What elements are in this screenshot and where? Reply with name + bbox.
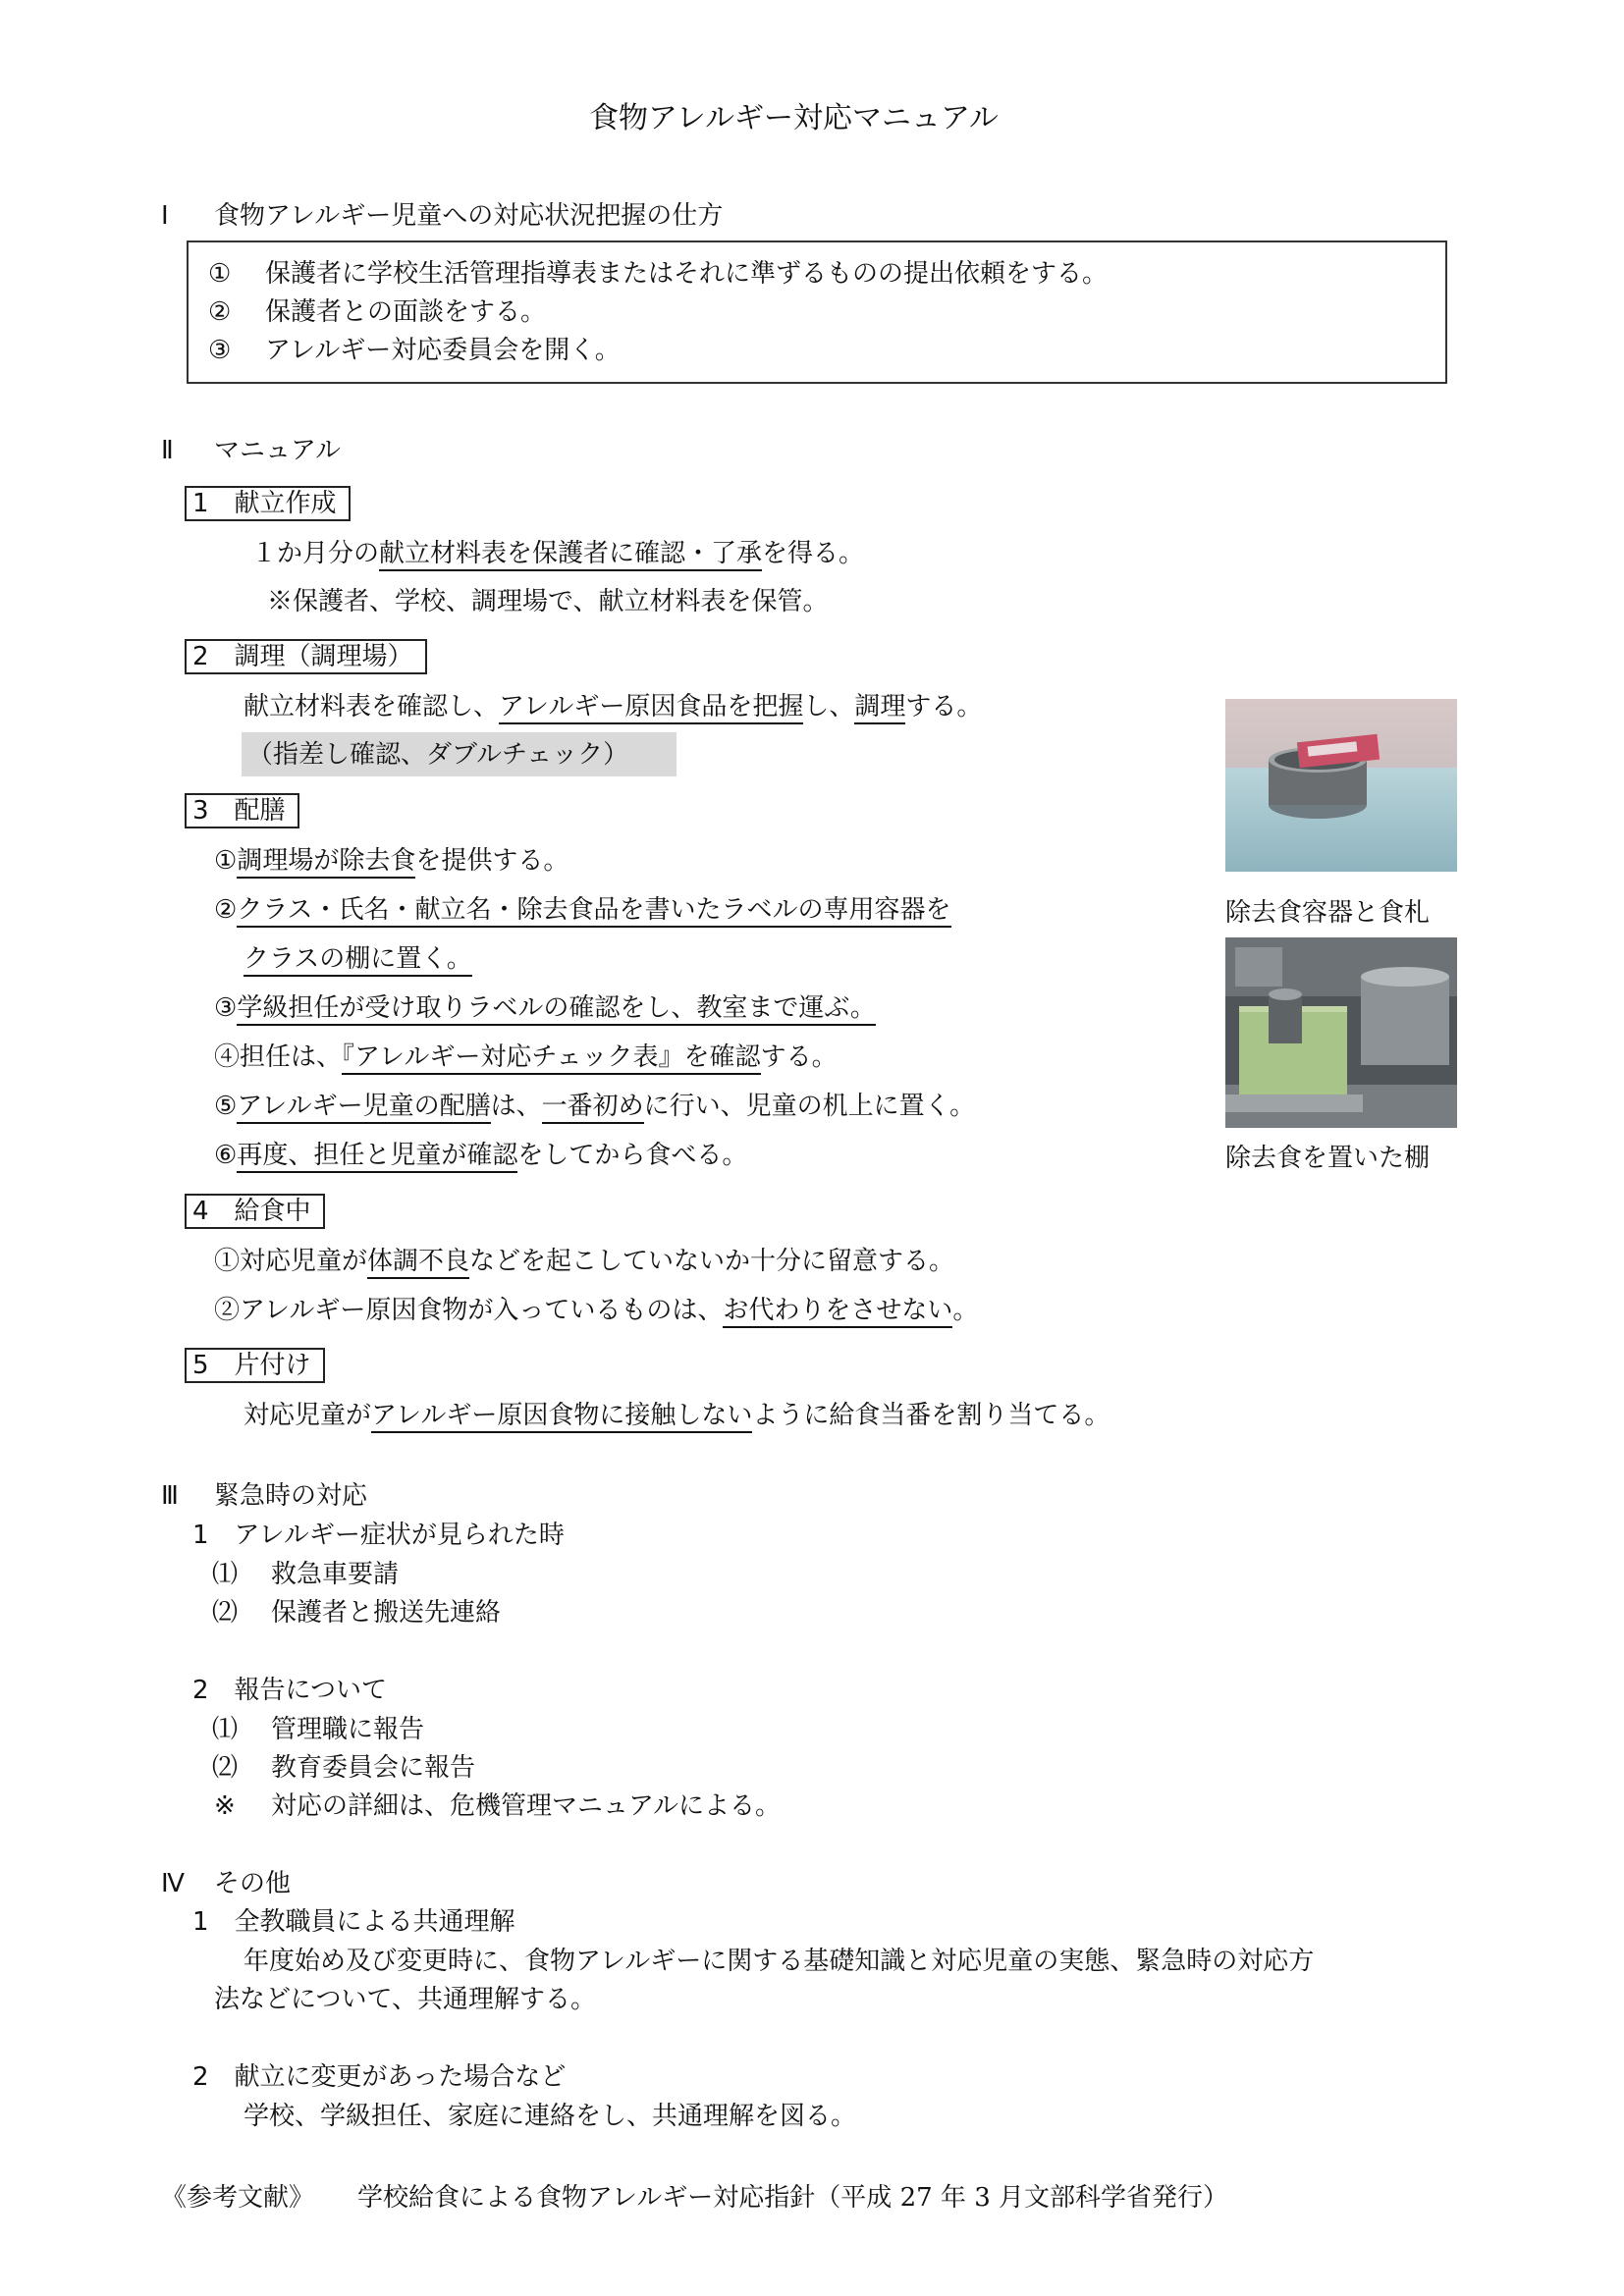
subsection-5-label: 5 片付け: [185, 1348, 325, 1383]
underlined-text: アレルギー児童の配膳: [237, 1092, 490, 1124]
item-mark: ②: [214, 1296, 241, 1325]
list-text: 対応の詳細は、危機管理マニュアルによる。: [271, 1791, 781, 1821]
text: アレルギー原因食物が入っているものは、: [240, 1296, 724, 1325]
text: ように給食当番を割り当てる。: [752, 1401, 1110, 1430]
text: １か月分の: [251, 539, 380, 568]
list-text: 救急車要請: [271, 1560, 400, 1589]
serving-item-2-cont: [244, 942, 472, 976]
underlined-text: 『アレルギー対応チェック表』を確認: [342, 1042, 761, 1075]
text: などを起こしていないか十分に留意する。: [469, 1247, 955, 1276]
section-4-sub-2: 2 献立に変更があった場合など: [192, 2062, 567, 2092]
section-3-number: Ⅲ: [161, 1481, 179, 1511]
text: 。: [952, 1296, 979, 1325]
paragraph-line: 年度始め及び変更時に、食物アレルギーに関する基礎知識と対応児童の実態、緊急時の対応方: [244, 1947, 1315, 1976]
text: 担任は、: [240, 1042, 343, 1072]
text: 献立材料表を確認し、: [244, 692, 500, 721]
item-mark: ①: [214, 846, 238, 876]
text: は、: [490, 1092, 542, 1121]
underlined-text: アレルギー原因食物に接触しない: [371, 1401, 752, 1433]
text: を提供する。: [415, 846, 569, 876]
serving-item-6: [214, 1139, 747, 1172]
item-mark: ②: [214, 895, 238, 925]
section-3-heading: 緊急時の対応: [214, 1481, 368, 1511]
subsection-3-label: 3 配膳: [185, 793, 299, 828]
section-1-number: Ⅰ: [161, 201, 169, 231]
page-title: 食物アレルギー対応マニュアル: [589, 101, 999, 135]
photo-2-caption: 除去食を置いた棚: [1225, 1144, 1431, 1173]
underlined-text: 学級担任が受け取りラベルの確認をし、教室まで運ぶ。: [237, 993, 876, 1026]
serving-item-1: [214, 844, 568, 878]
item-mark: ⑤: [214, 1092, 238, 1121]
text: 対応児童が: [244, 1401, 372, 1430]
subsection-2-label: 2 調理（調理場）: [185, 639, 427, 674]
underlined-text: お代わりをさせない: [723, 1296, 952, 1328]
underlined-text: 一番初め: [542, 1092, 644, 1124]
container-photo-image: [1225, 699, 1457, 872]
photo-1-caption: 除去食容器と食札: [1225, 898, 1431, 928]
subsection-1-label: 1 献立作成: [185, 486, 351, 521]
list-text: 管理職に報告: [271, 1715, 425, 1744]
item-mark: ⑥: [214, 1141, 238, 1170]
list-mark: ⑵: [212, 1598, 239, 1628]
section-1-item-text: 保護者との面談をする。: [265, 297, 547, 327]
menu-note: ※保護者、学校、調理場で、献立材料表を保管。: [267, 587, 829, 616]
section-1-item-text: アレルギー対応委員会を開く。: [265, 336, 621, 365]
list-mark: ⑵: [212, 1753, 239, 1783]
serving-item-3: [214, 991, 876, 1025]
section-1-item-mark: ③: [208, 336, 232, 365]
serving-item-5: [214, 1090, 975, 1123]
list-text: 保護者と搬送先連絡: [271, 1598, 502, 1628]
paragraph-line: 学校、学級担任、家庭に連絡をし、共通理解を図る。: [244, 2102, 857, 2131]
text: する。: [760, 1042, 838, 1072]
underlined-text: クラスの棚に置く。: [244, 944, 472, 977]
list-mark: ⑴: [212, 1715, 239, 1744]
text: をしてから食べる。: [517, 1141, 748, 1170]
lunch-item-1: [214, 1245, 954, 1278]
section-4-heading: その他: [214, 1869, 292, 1898]
section-4-number: Ⅳ: [161, 1869, 185, 1898]
reference-label: 《参考文献》: [161, 2183, 315, 2213]
cleanup-line: [244, 1399, 1110, 1432]
text: を得る。: [762, 539, 865, 568]
lunch-item-2: [214, 1294, 978, 1327]
underlined-text: 調理: [854, 692, 905, 724]
underlined-text: 献立材料表を保護者に確認・了承: [379, 539, 762, 571]
text: に行い、児童の机上に置く。: [643, 1092, 976, 1121]
section-2-heading: マニュアル: [214, 436, 341, 465]
section-2-number: Ⅱ: [161, 436, 174, 465]
shelf-photo: [1225, 937, 1457, 1128]
list-text: 教育委員会に報告: [271, 1753, 476, 1783]
serving-item-2: [214, 893, 951, 927]
item-mark: ①: [214, 1247, 241, 1276]
underlined-text: アレルギー原因食品を把握: [499, 692, 803, 724]
container-photo: [1225, 699, 1457, 872]
section-1-item-text: 保護者に学校生活管理指導表またはそれに準ずるものの提出依頼をする。: [265, 259, 1109, 289]
section-1-item-mark: ①: [208, 259, 232, 289]
text: する。: [905, 692, 983, 721]
paragraph-line: 法などについて、共通理解する。: [214, 1985, 596, 2014]
serving-item-4: [214, 1041, 838, 1074]
double-check-text: （指差し確認、ダブルチェック）: [247, 740, 629, 770]
menu-line: [251, 537, 864, 570]
list-mark: ⑴: [212, 1560, 239, 1589]
section-3-sub-2: 2 報告について: [192, 1676, 388, 1705]
section-1-heading: 食物アレルギー児童への対応状況把握の仕方: [214, 201, 724, 231]
shelf-photo-image: [1225, 937, 1457, 1128]
section-4-sub-1: 1 全教職員による共通理解: [192, 1907, 515, 1937]
subsection-4-label: 4 給食中: [185, 1194, 325, 1229]
text: 対応児童が: [240, 1247, 368, 1276]
section-3-sub-1: 1 アレルギー症状が見られた時: [192, 1521, 565, 1550]
text: し、: [803, 692, 855, 721]
underlined-text: 調理場が除去食: [237, 846, 415, 879]
section-1-item-mark: ②: [208, 297, 232, 327]
list-mark: ※: [214, 1791, 236, 1821]
underlined-text: クラス・氏名・献立名・除去食品を書いたラベルの専用容器を: [237, 895, 950, 928]
item-mark: ④: [214, 1042, 241, 1072]
item-mark: ③: [214, 993, 238, 1023]
underlined-text: 再度、担任と児童が確認: [237, 1141, 517, 1173]
cooking-line: [244, 690, 982, 723]
underlined-text: 体調不良: [367, 1247, 469, 1279]
reference-text: 学校給食による食物アレルギー対応指針（平成 27 年 3 月文部科学省発行）: [357, 2183, 1228, 2213]
